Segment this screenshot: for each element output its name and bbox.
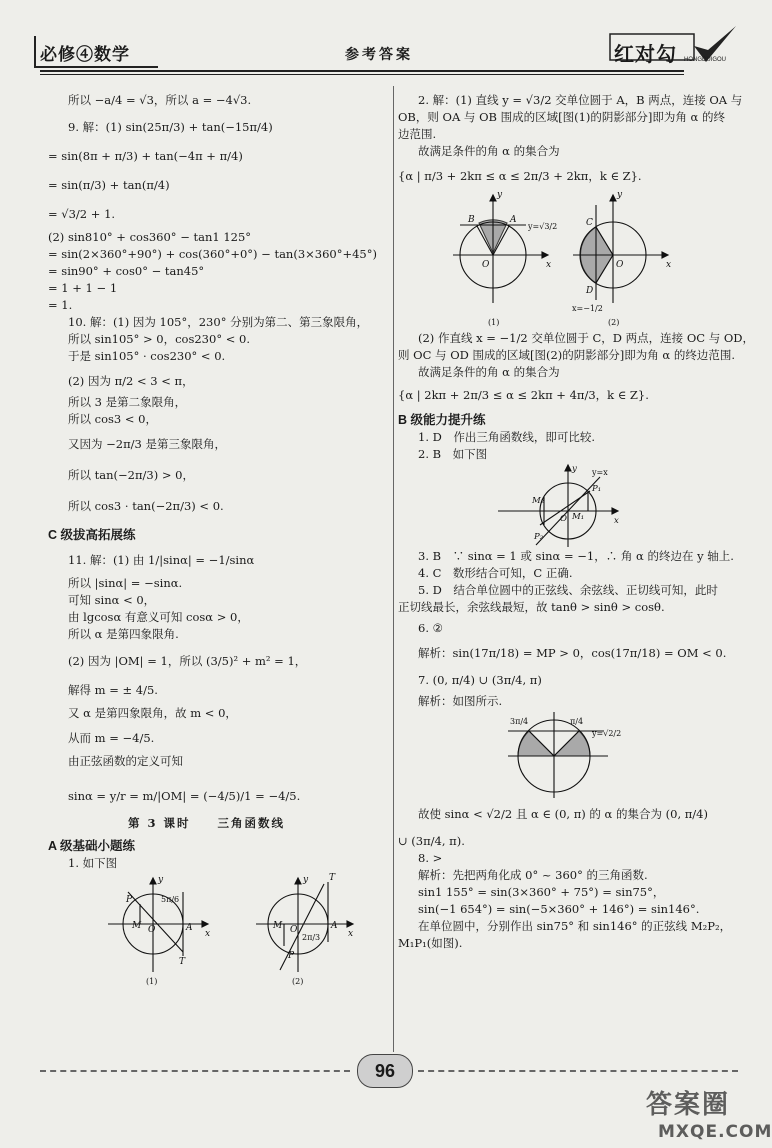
angle-label: π/4 xyxy=(570,717,584,726)
text-line: 正切线最长，余弦线最短，故 tanθ > sinθ > cosθ. xyxy=(398,600,665,614)
section-heading-a: A 级基础小题练 xyxy=(48,839,136,853)
text-line: (2) sin810° + cos360° − tan1 125° xyxy=(48,230,252,244)
text-line: 于是 sin105° · cos230° < 0. xyxy=(68,349,226,363)
svg-text:y: y xyxy=(572,464,577,474)
text-line: = sin(8π + π/3) + tan(−4π + π/4) xyxy=(48,149,243,163)
section-heading-b: B 级能力提升练 xyxy=(398,413,486,427)
left-column xyxy=(48,92,388,987)
svg-text:A: A xyxy=(510,215,517,225)
page-header xyxy=(40,38,735,70)
site-watermark: 答案圈 MXQE.COM xyxy=(646,1090,772,1142)
svg-text:P: P xyxy=(126,895,133,905)
unit-circle-figures-left xyxy=(48,872,354,987)
text-line: = sin(π/3) + tan(π/4) xyxy=(48,178,170,192)
column-divider xyxy=(393,86,394,1052)
text-line: = 1 + 1 − 1 xyxy=(48,281,118,295)
brand-logo: 红对勾 HONGDUIGOU xyxy=(608,24,738,68)
svg-text:x: x xyxy=(205,929,211,939)
unit-circle-figure-b2 xyxy=(488,463,708,548)
text-line: 10. 解：(1) 因为 105°，230° 分别为第二、第三象限角， xyxy=(68,315,369,329)
text-line: 所以 −a/4 = √3，所以 a = −4√3. xyxy=(68,93,252,107)
text-line: 3. B ∵ sinα = 1 或 sinα = −1，∴ 角 α 的终边在 y 轴上. xyxy=(418,549,734,563)
text-line: = sin(2×360°+90°) + cos(360°+0°) − tan(3×360°+45°) xyxy=(48,247,377,261)
svg-text:O: O xyxy=(560,514,567,524)
book-title: 必修④数学 xyxy=(40,40,130,65)
text-line: ∪ (3π/4, π). xyxy=(398,834,465,848)
text-line: 解析：sin(17π/18) = MP > 0，cos(17π/18) = OM < 0. xyxy=(418,646,727,660)
text-line: sinα = y/r = m/|OM| = (−4/5)/1 = −4/5. xyxy=(68,789,301,803)
page-number: 96 xyxy=(357,1054,413,1088)
svg-text:O: O xyxy=(482,260,490,270)
figure-caption: (1) xyxy=(146,977,158,986)
text-line: 可知 sinα < 0， xyxy=(68,593,156,607)
text-line: {α | 2kπ + 2π/3 ≤ α ≤ 2kπ + 4π/3，k ∈ Z}. xyxy=(398,388,649,402)
text-line: 所以 cos3 · tan(−2π/3) < 0. xyxy=(68,499,224,513)
text-line: 由 lgcosα 有意义可知 cosα > 0， xyxy=(68,610,249,624)
figure-caption: (2) xyxy=(608,318,620,327)
svg-text:y: y xyxy=(497,190,503,200)
text-line: 解析：如图所示. xyxy=(418,694,503,708)
text-line: OB，则 OA 与 OB 围成的区域[图(1)的阴影部分]即为角 α 的终 xyxy=(398,110,725,124)
svg-text:C: C xyxy=(586,218,593,228)
text-line: 从而 m = −4/5. xyxy=(68,731,155,745)
text-line: 故使 sinα < √2/2 且 α ∈ (0, π) 的 α 的集合为 (0, π/4) xyxy=(418,807,708,821)
line-label: y=√2/2 xyxy=(592,729,622,738)
text-line: 11. 解：(1) 由 1/|sinα| = −1/sinα xyxy=(68,553,255,567)
figure-caption: (1) xyxy=(488,318,500,327)
text-line: 又 α 是第四象限角，故 m < 0， xyxy=(68,706,237,720)
svg-text:T: T xyxy=(179,957,186,967)
angle-label: 2π/3 xyxy=(302,933,321,942)
svg-text:M: M xyxy=(132,921,142,931)
svg-text:y: y xyxy=(303,875,309,885)
angle-label: 3π/4 xyxy=(510,717,529,726)
svg-text:x: x xyxy=(614,516,619,526)
svg-text:M₂: M₂ xyxy=(532,496,545,506)
text-line: 4. C 数形结合可知，C 正确. xyxy=(418,566,573,580)
text-line: = 1. xyxy=(48,298,73,312)
text-line: 8. > xyxy=(418,851,443,865)
svg-text:O: O xyxy=(148,925,156,935)
section-heading-c: C 级拔高拓展练 xyxy=(48,528,136,542)
text-line: 由正弦函数的定义可知 xyxy=(68,754,183,768)
svg-text:P: P xyxy=(288,951,295,961)
text-line: 解析：先把两角化成 0° ~ 360° 的三角函数. xyxy=(418,868,648,882)
title-frame xyxy=(34,36,158,68)
text-line: 7. (0, π/4) ∪ (3π/4, π) xyxy=(418,673,542,687)
text-line: 所以 α 是第四象限角. xyxy=(68,627,179,641)
svg-text:P₂: P₂ xyxy=(534,532,544,542)
text-line: sin(−1 654°) = sin(−5×360° + 146°) = sin146°. xyxy=(418,902,700,916)
text-line: (2) 因为 |OM| = 1，所以 (3/5)² + m² = 1， xyxy=(68,654,307,668)
text-line: 解得 m = ± 4/5. xyxy=(68,683,158,697)
svg-text:x: x xyxy=(348,929,354,939)
svg-text:x: x xyxy=(666,260,672,270)
svg-text:M₁: M₁ xyxy=(572,512,585,522)
header-rule xyxy=(40,70,684,72)
text-line: (2) 因为 π/2 < 3 < π， xyxy=(68,374,194,388)
svg-text:B: B xyxy=(468,215,475,225)
text-line: 6. ② xyxy=(418,621,443,635)
svg-text:T: T xyxy=(329,873,336,883)
angle-label: 5π/6 xyxy=(161,895,180,904)
svg-text:y: y xyxy=(158,875,164,885)
unit-circle-figure-q7 xyxy=(508,710,728,800)
svg-text:O: O xyxy=(290,925,298,935)
text-line: = sin90° + cos0° − tan45° xyxy=(48,264,205,278)
svg-text:x: x xyxy=(546,260,552,270)
right-column xyxy=(398,92,755,952)
figure-caption: (2) xyxy=(292,977,304,986)
page-section-title: 参考答案 xyxy=(345,47,413,63)
svg-text:P₁: P₁ xyxy=(592,484,602,494)
text-line: M₁P₁(如图). xyxy=(398,936,463,950)
text-line: 则 OC 与 OD 围成的区域[图(2)的阴影部分]即为角 α 的终边范围. xyxy=(398,348,735,362)
text-line: 9. 解：(1) sin(25π/3) + tan(−15π/4) xyxy=(68,120,273,134)
text-line: sin1 155° = sin(3×360° + 75°) = sin75°， xyxy=(418,885,665,899)
svg-text:O: O xyxy=(616,260,624,270)
text-line: 2. 解：(1) 直线 y = √3/2 交单位圆于 A，B 两点，连接 OA 与 xyxy=(418,93,743,107)
lesson-title: 第 3 课时 三角函数线 xyxy=(128,816,286,830)
text-line: 又因为 −2π/3 是第三象限角， xyxy=(68,437,227,451)
svg-text:A: A xyxy=(331,921,338,931)
line-label: y=√3/2 xyxy=(528,222,558,231)
svg-text:y: y xyxy=(617,190,623,200)
text-line: 所以 |sinα| = −sinα. xyxy=(68,576,183,590)
text-line: 1. 如下图 xyxy=(68,856,118,870)
text-line: 5. D 结合单位圆中的正弦线、余弦线、正切线可知，此时 xyxy=(418,583,718,597)
svg-text:A: A xyxy=(186,923,193,933)
text-line: (2) 作直线 x = −1/2 交单位圆于 C，D 两点，连接 OC 与 OD， xyxy=(418,331,755,345)
text-line: {α | π/3 + 2kπ ≤ α ≤ 2π/3 + 2kπ，k ∈ Z}. xyxy=(398,169,642,183)
svg-text:D: D xyxy=(586,286,594,296)
text-line: 1. D 作出三角函数线，即可比较. xyxy=(418,430,596,444)
text-line: 在单位圆中，分别作出 sin75° 和 sin146° 的正弦线 M₂P₂， xyxy=(418,919,732,933)
header-rule-thin xyxy=(40,74,684,75)
unit-circle-figures-right xyxy=(448,185,698,330)
footer-rule-right xyxy=(418,1070,738,1072)
text-line: = √3/2 + 1. xyxy=(48,207,116,221)
text-line: 故满足条件的角 α 的集合为 xyxy=(418,144,560,158)
text-line: 所以 sin105° > 0，cos230° < 0. xyxy=(68,332,250,346)
text-line: 所以 tan(−2π/3) > 0， xyxy=(68,468,194,482)
text-line: 边范围. xyxy=(398,127,437,141)
footer-rule-left xyxy=(40,1070,350,1072)
svg-text:M: M xyxy=(273,921,283,931)
line-label: y=x xyxy=(592,468,608,477)
text-line: 所以 3 是第二象限角， xyxy=(68,395,187,409)
text-line: 2. B 如下图 xyxy=(418,447,488,461)
text-line: 所以 cos3 < 0， xyxy=(68,412,158,426)
text-line: 故满足条件的角 α 的集合为 xyxy=(418,365,560,379)
line-label: x=−1/2 xyxy=(572,304,603,313)
